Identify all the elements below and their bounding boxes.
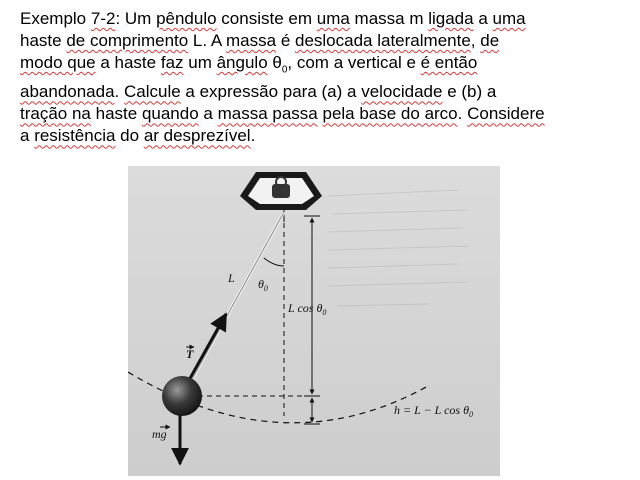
text-run: massa m: [349, 9, 429, 28]
problem-line-1: [20, 8, 630, 30]
text-run: pêndulo: [156, 9, 217, 28]
text-run: consiste em: [216, 9, 317, 28]
figure-background: [128, 166, 500, 476]
text-run: ligada: [428, 9, 474, 28]
text-run: ,: [470, 31, 481, 50]
text-run: .: [457, 104, 468, 124]
problem-text: [20, 8, 630, 147]
text-run: pela base do arco: [322, 104, 458, 124]
text-run: L. A: [188, 31, 227, 50]
text-run: : Um: [115, 9, 157, 28]
label-theta: $\theta_0$: [258, 277, 268, 293]
text-run: faz: [160, 53, 184, 72]
pendulum-mass: [162, 376, 202, 416]
problem-line-5: [20, 103, 630, 125]
text-run: .: [114, 82, 124, 102]
text-run: resistência: [34, 126, 116, 146]
theta-subscript: 0: [281, 64, 288, 76]
theta-symbol: θ: [267, 53, 282, 72]
text-run: a haste: [95, 53, 161, 72]
text-run: abandonada: [20, 82, 115, 102]
text-run: a expressão para (a) a: [180, 82, 362, 102]
problem-line-6: [20, 125, 630, 147]
label-tension: T: [186, 347, 194, 361]
text-run: Exemplo: [20, 9, 91, 28]
text-run: e (b) a: [442, 82, 497, 102]
text-run: Considere: [467, 104, 545, 124]
pendulum-figure: [128, 166, 500, 476]
text-run: uma: [492, 9, 526, 28]
label-length: L: [228, 271, 235, 285]
text-run: a: [198, 104, 218, 124]
ceiling-mount: [240, 172, 322, 210]
text-run: ângulo: [216, 53, 268, 72]
text-run: do: [115, 126, 144, 146]
text-run: de comprimento: [66, 31, 189, 50]
text-run: deslocada lateralmente: [295, 31, 471, 50]
text-run: é: [276, 31, 295, 50]
text-run: ar desprezível: [143, 126, 251, 146]
text-run: é então: [420, 53, 478, 72]
text-run: um: [183, 53, 217, 72]
text-run: de: [480, 31, 500, 50]
text-run: massa passa: [217, 104, 318, 124]
text-run: tração na: [20, 104, 91, 124]
text-run: uma: [316, 9, 350, 28]
problem-line-2: [20, 30, 630, 52]
text-run: a: [20, 126, 35, 146]
text-run: massa: [226, 31, 277, 50]
label-h-formula: h = L − L $\cos \theta_0$: [394, 403, 473, 419]
text-run: .: [250, 126, 256, 146]
text-run: , com a vertical e: [287, 53, 421, 72]
text-run: 7-2: [90, 9, 116, 28]
pendulum-diagram: [128, 166, 500, 476]
label-weight: mg: [152, 427, 167, 441]
problem-line-3: [20, 52, 630, 81]
text-run: haste: [90, 104, 142, 124]
text-run: quando: [141, 104, 199, 124]
text-run: a: [473, 9, 493, 28]
label-lcos: L $\cos \theta_0$: [288, 301, 327, 317]
problem-line-4: [20, 81, 630, 103]
text-run: haste: [20, 31, 67, 50]
text-run: modo que: [20, 53, 96, 72]
text-run: velocidade: [361, 82, 443, 102]
text-run: Calcule: [124, 82, 181, 102]
